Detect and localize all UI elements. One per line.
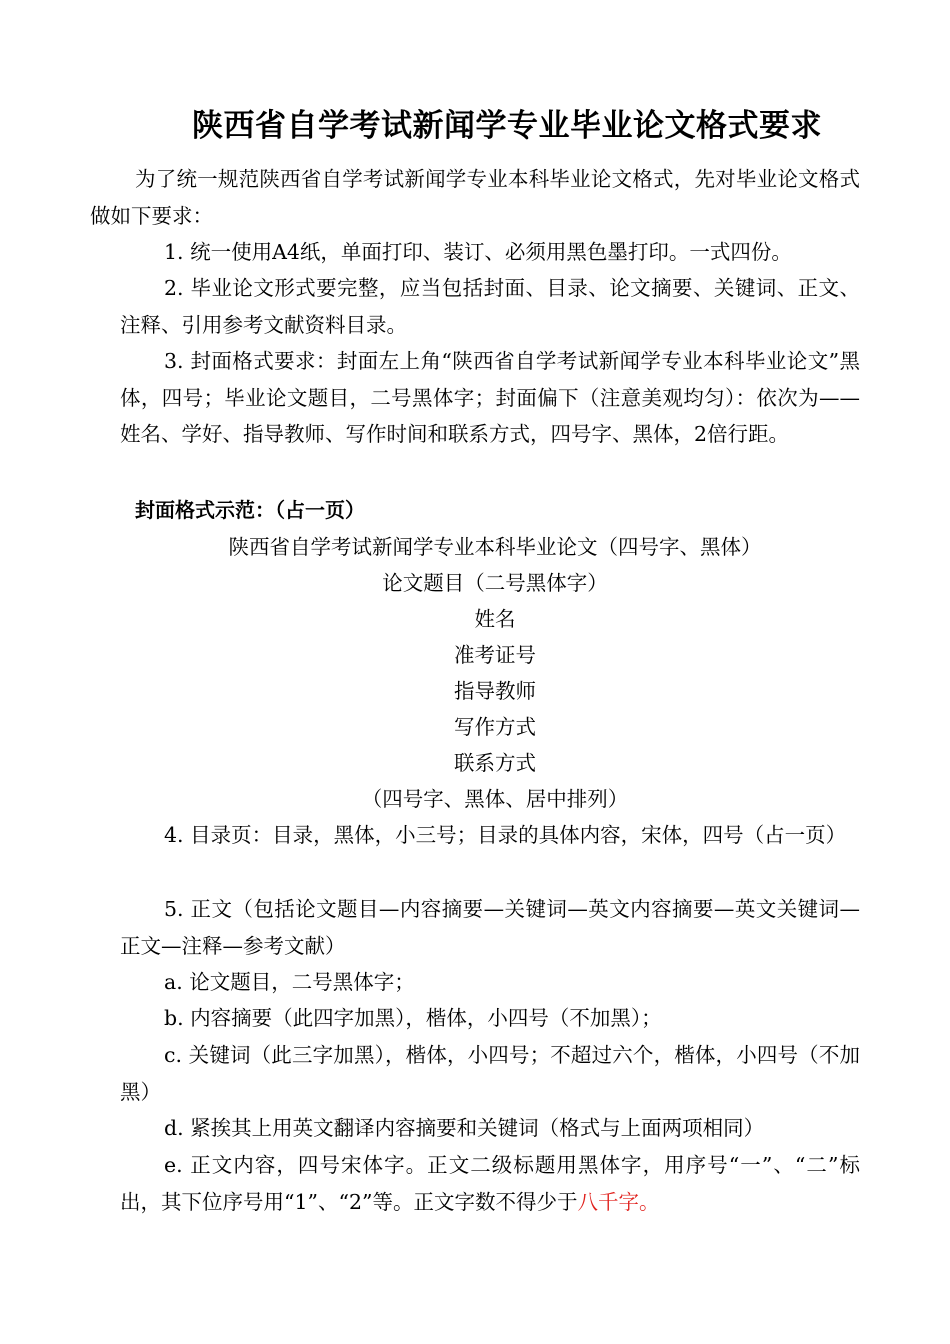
cover-line-advisor: 指导教师 <box>454 679 536 703</box>
sub-item-e-text: e. 正文内容，四号宋体字。正文二级标题用黑体字，用序号“一”、“二”标出，其下位序号用“1”、“2”等。正文字数不得少于 <box>120 1153 860 1214</box>
cover-line-thesis-title: 论文题目（二号黑体字） <box>382 571 608 595</box>
requirement-item-3: 3. 封面格式要求：封面左上角“陕西省自学考试新闻学专业本科毕业论文”黑体，四号；毕业论文题目，二号黑体字；封面偏下（注意美观均匀）：依次为——姓名、学好、指导教师、写作时间和联系方式，四号字、黑体，2倍行距。 <box>120 349 860 446</box>
sub-item-e <box>120 1147 860 1220</box>
requirement-item-2: 2. 毕业论文形式要完整，应当包括封面、目录、论文摘要、关键词、正文、注释、引用参考文献资料目录。 <box>120 276 860 337</box>
sub-item-c: c. 关键词（此三字加黑），楷体，小四号；不超过六个，楷体，小四号（不加黑） <box>120 1043 860 1104</box>
cover-line-writing-method: 写作方式 <box>454 715 536 739</box>
cover-line-contact: 联系方式 <box>454 751 536 775</box>
sub-item-a: a. 论文题目，二号黑体字； <box>164 970 415 994</box>
cover-line-format-note: （四号字、黑体、居中排列） <box>361 787 629 811</box>
requirement-item-1: 1. 统一使用A4纸，单面打印、装订、必须用黑色墨打印。一式四份。 <box>164 240 792 264</box>
cover-line-exam-id: 准考证号 <box>454 643 536 667</box>
cover-line-header: 陕西省自学考试新闻学专业本科毕业论文（四号字、黑体） <box>228 535 762 559</box>
requirement-item-5: 5. 正文（包括论文题目—内容摘要—关键词—英文内容摘要—英文关键词—正文—注释—参考文献） <box>120 897 860 958</box>
cover-example-label: 封面格式示范：（占一页） <box>135 498 365 522</box>
sub-item-b: b. 内容摘要（此四字加黑），楷体，小四号（不加黑）； <box>164 1006 662 1030</box>
requirement-item-4: 4. 目录页：目录，黑体，小三号；目录的具体内容，宋体，四号（占一页） <box>164 823 847 847</box>
intro-paragraph: 为了统一规范陕西省自学考试新闻学专业本科毕业论文格式，先对毕业论文格式做如下要求： <box>90 167 860 228</box>
word-count-highlight: 八千字。 <box>577 1189 660 1214</box>
document-title: 陕西省自学考试新闻学专业毕业论文格式要求 <box>192 108 822 144</box>
sub-item-d: d. 紧挨其上用英文翻译内容摘要和关键词（格式与上面两项相同） <box>164 1116 765 1140</box>
cover-line-name: 姓名 <box>474 607 516 631</box>
